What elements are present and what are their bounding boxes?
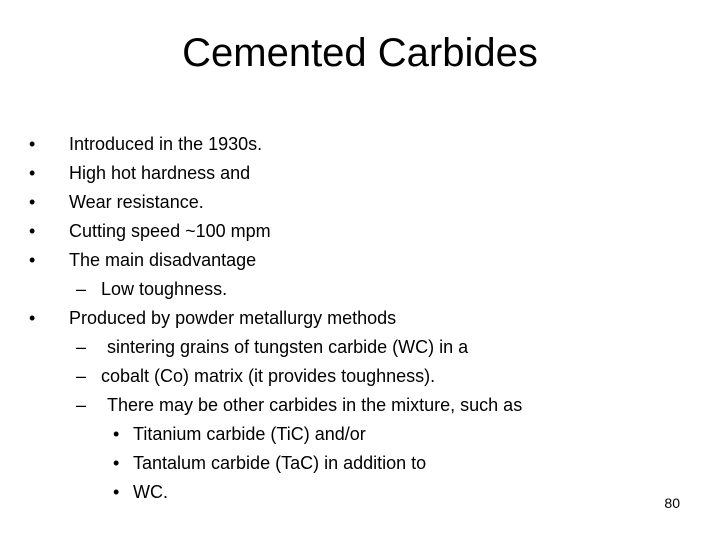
sub-sub-list-item-text: Tantalum carbide (TaC) in addition to [133, 453, 427, 473]
list-item [0, 246, 720, 275]
list-item-text: Produced by powder metallurgy methods [69, 308, 397, 328]
list-item-text: High hot hardness and [69, 163, 251, 183]
sub-list-item-text: sintering grains of tungsten carbide (WC) in a [107, 337, 469, 357]
list-item [0, 130, 720, 159]
slide-title: Cemented Carbides [182, 31, 538, 75]
dash-marker: – [76, 337, 87, 357]
sub-sub-list-item [0, 420, 720, 449]
bullet-marker: • [29, 163, 36, 183]
sub-list-item [0, 275, 720, 304]
bullet-marker: • [29, 308, 36, 328]
list-item-text: Wear resistance. [69, 192, 204, 212]
bullet-marker: • [113, 453, 120, 473]
dash-marker: – [76, 395, 87, 415]
sub-list-item [0, 362, 720, 391]
bullet-marker: • [29, 221, 36, 241]
page-number: 80 [664, 495, 680, 511]
list-item [0, 304, 720, 333]
bullet-marker: • [113, 424, 120, 444]
list-item-text: Cutting speed ~100 mpm [69, 221, 271, 241]
bullet-marker: • [29, 250, 36, 270]
list-item [0, 159, 720, 188]
list-item-text: The main disadvantage [69, 250, 257, 270]
bullet-marker: • [113, 482, 120, 502]
dash-marker: – [76, 366, 87, 386]
sub-sub-list-item-text: Titanium carbide (TiC) and/or [133, 424, 366, 444]
sub-sub-list-item [0, 478, 720, 507]
sub-list-item [0, 333, 720, 362]
sub-list-item-text: Low toughness. [101, 279, 228, 299]
bullet-list [0, 130, 720, 507]
bullet-marker: • [29, 192, 36, 212]
sub-sub-list-item-text: WC. [133, 482, 168, 502]
sub-list-item [0, 391, 720, 420]
bullet-marker: • [29, 134, 36, 154]
list-item [0, 188, 720, 217]
sub-list-item-text: cobalt (Co) matrix (it provides toughness). [101, 366, 436, 386]
sub-list-item-text: There may be other carbides in the mixture, such as [107, 395, 523, 415]
sub-sub-list-item [0, 449, 720, 478]
list-item-text: Introduced in the 1930s. [69, 134, 263, 154]
list-item [0, 217, 720, 246]
dash-marker: – [76, 279, 87, 299]
